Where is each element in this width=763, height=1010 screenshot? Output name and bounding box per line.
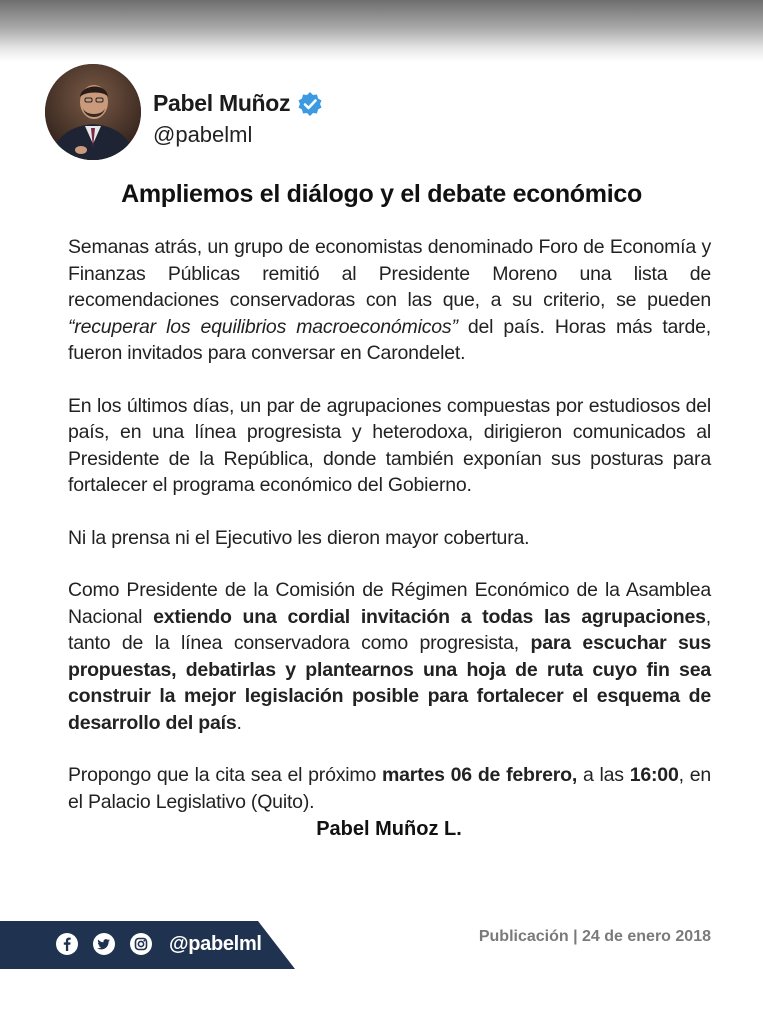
paragraph-1 [68,234,711,367]
paragraph-5 [68,762,711,815]
verified-badge-icon [297,91,323,117]
p5-text-c: a las [577,764,630,786]
paragraph-4 [68,577,711,736]
avatar-photo [45,64,141,160]
twitter-icon[interactable] [93,933,115,955]
p1-quote: “recuperar los equilibrios macroeconómicos” [68,315,458,338]
paragraph-2: En los últimos días, un par de agrupaciones compuestas por estudiosos del país, en una línea progresista y heterodoxa, dirigieron comunicados al Presidente de la República, donde también exponían sus posturas para fortalecer el programa económico del Gobierno. [68,394,711,496]
publication-date: Publicación | 24 de enero 2018 [478,928,711,945]
p1-text-b: del país. Horas más tarde, fueron invitados para conversar en Carondelet. [68,315,711,364]
p5-text-e: , en el Palacio Legislativo (Quito). [68,764,711,813]
profile-handle[interactable]: @pabelml [153,122,253,147]
p4-text-c: , tanto de la línea conservadora como progresista, [68,605,711,654]
p4-bold-invitation: extiendo una cordial invitación a todas las agrupaciones [153,605,706,628]
p1-text-a: Semanas atrás, un grupo de economistas denominado Foro de Economía y Finanzas Públicas remitió al Presidente Moreno una lista de recomendaciones conservadoras con las que, a su criterio, se pueden [68,236,711,311]
statement-body [68,234,711,841]
avatar[interactable] [45,64,141,160]
p5-bold-date: martes 06 de febrero, [382,764,578,786]
p5-text-a: Propongo que la cita sea el próximo [68,764,383,786]
social-links [56,931,262,957]
p5-bold-time: 16:00 [629,764,679,786]
p4-text-e: . [236,711,242,734]
p4-text-a: Como Presidente de la Comisión de Régimen Económico de la Asamblea Nacional [68,579,711,628]
paragraph-3: Ni la prensa ni el Ejecutivo les dieron mayor cobertura. [68,526,530,549]
footer-social-handle[interactable]: @pabelml [169,932,262,955]
p4-bold-purpose: para escuchar sus propuestas, debatirlas y plantearnos una hoja de ruta cuyo fin sea construir la mejor legislación posible para fortalecer el esquema de desarrollo del país [68,632,711,734]
statement-title: Ampliemos el diálogo y el debate económico [121,180,642,208]
profile-name[interactable] [153,90,323,117]
top-gradient-band [0,0,763,62]
facebook-icon[interactable] [56,933,78,955]
signature: Pabel Muñoz L. [316,818,462,840]
profile-name-text: Pabel Muñoz [153,90,291,116]
instagram-icon[interactable] [130,933,152,955]
